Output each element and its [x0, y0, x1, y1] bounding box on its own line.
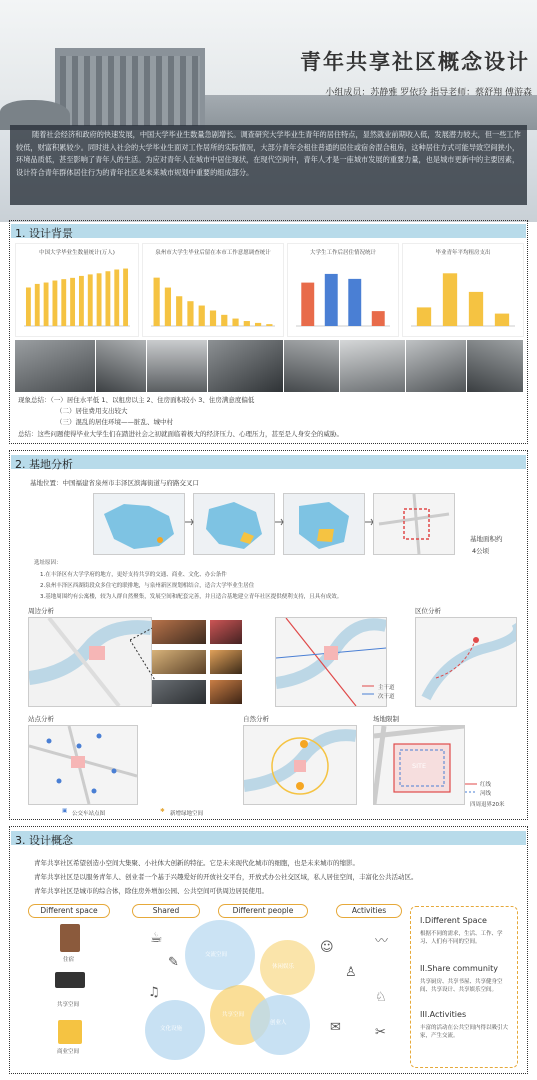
bar [210, 311, 216, 327]
bar [232, 319, 238, 326]
bar [187, 301, 193, 326]
bar [26, 287, 31, 326]
walk-icon: ♙ [345, 965, 357, 980]
bar [97, 273, 102, 326]
page-title: 青年共享社区概念设计 [300, 50, 530, 74]
bubble-label-culture: 文化设施 [160, 1026, 183, 1032]
bar [372, 311, 385, 326]
building-windows [60, 56, 200, 126]
table-icon [55, 972, 85, 988]
photo-6 [340, 340, 405, 392]
section-header [11, 224, 526, 238]
photo-5 [284, 340, 339, 392]
icon-label-shared: 共享空间 [57, 1002, 80, 1008]
photo-4 [208, 340, 283, 392]
site-label: 场地限制 [373, 715, 399, 723]
concept-line-2: 青年共享社区是以服务青年人、创业者一个基于兴趣爱好的开放社交平台，开放式办公社交区域，私人居住空间，丰富化公共活动区。 [34, 873, 418, 881]
bar [105, 271, 110, 326]
section-title-text: 设计概念 [29, 834, 73, 847]
surrounding-photo-1 [152, 620, 206, 644]
chart-rent [402, 243, 524, 337]
map-location [415, 617, 517, 707]
icon-label-commercial: 商业空间 [57, 1049, 80, 1055]
bar [266, 324, 272, 326]
photo-2 [96, 340, 146, 392]
surrounding-photo-4 [210, 650, 242, 674]
chart-title: 大学生工作后居住情况统计 [309, 250, 376, 256]
point-1-title: I.Different Space [420, 916, 487, 925]
bar [70, 278, 75, 326]
green-legend: 新增绿地空间 [170, 811, 204, 817]
photo-8 [467, 340, 523, 392]
section-number: 3. [15, 834, 26, 847]
tag-activities: Activities [336, 904, 402, 918]
green-icon: ✱ [160, 808, 165, 814]
book-icon: ✎ [168, 955, 179, 970]
shop-icon [58, 1020, 82, 1044]
photo-3 [147, 340, 207, 392]
chart-title: 毕业青年平均租房支出 [435, 250, 491, 256]
station-map [29, 726, 137, 804]
bar [244, 321, 250, 326]
surrounding-photo-6 [210, 680, 242, 704]
concept-line-3: 青年共享社区是城市的综合体，除住房外增加公园、公共空间可供周边居民使用。 [34, 887, 268, 895]
chart-title: 中国大学毕业生数量统计(万人) [39, 250, 115, 256]
nature-label: 自然分析 [243, 715, 269, 723]
intro-paragraph: 随着社会经济和政府的快速发展，中国大学毕业生数量急剧增长。调查研究大学毕业生青年的居住特点，显然就业前期收入低，发展潜力较大，但一些工作较低，财富积累较少。同时进入社会的大学毕业生面对工作居所的实际情况，大部分青年会租住普通的居住或宿舍混合租房，这种居住方式可能导致空间狭小，环境品质低，甚至影响了青年人的生活。为应对青年人在城市中居住现状，在现代空间中，青年人才是一座城市发展的重要力量，也是城市更新中的主要因素，设计符合青年群体居住行为的青年社区是未来城市规划中重要的组成部分。 [10, 125, 527, 205]
coffee-icon: ☕ [150, 930, 163, 946]
bar [301, 283, 314, 326]
bar [44, 283, 49, 326]
bar [199, 306, 205, 326]
bar [88, 274, 93, 326]
food-icon: ✂ [375, 1025, 386, 1040]
reason-3: 3.基地周围约有公寓楼，较为人群自然聚集，发展空间和配套完善，并且适合基地建立青年社区提供便利支持，且具有成效。 [40, 594, 343, 600]
china-outline-icon [94, 494, 184, 554]
bar-chart-graduates [16, 258, 138, 334]
bar [61, 279, 66, 326]
map-site [373, 493, 455, 555]
chart-housing [287, 243, 399, 337]
legend-main-road: 主干道 [378, 685, 395, 691]
bar [443, 273, 457, 326]
section-title-text: 设计背景 [29, 227, 73, 240]
bubble-label-leisure: 休闲娱乐 [272, 964, 295, 970]
point-2-text: 共享厨房、共享书屋、共享健身空间、共享设计、共享娱乐空间。 [420, 979, 503, 993]
bar [495, 314, 509, 326]
bus-icon: ▣ [62, 808, 68, 814]
bar [221, 315, 227, 326]
point-3-title: III.Activities [420, 1010, 467, 1019]
chat-icon: ✉ [330, 1020, 341, 1035]
music-icon: ♫ [148, 985, 160, 1000]
bar [154, 278, 160, 326]
photo-7 [406, 340, 466, 392]
bar [114, 270, 119, 326]
swim-icon: 〰 [375, 934, 389, 949]
run-icon: ♘ [375, 990, 387, 1005]
photo-1 [15, 340, 95, 392]
location-analysis-label: 区位分析 [415, 607, 441, 615]
bar [123, 269, 128, 326]
site-text: SITE [412, 762, 427, 770]
site-outline-icon [374, 494, 454, 554]
section-title [15, 832, 73, 848]
bubble-label-entrepreneur: 创业人 [270, 1020, 287, 1026]
bar [255, 323, 261, 326]
surrounding-photo-2 [210, 620, 242, 644]
chart-title: 泉州市大学生毕业后留在本市工作意愿调查统计 [155, 250, 271, 256]
team-members: 小组成员：苏静雅 罗依玲 指导老师：蔡舒翔 傅游森 [325, 88, 532, 98]
site-location: 基地位置：中国福建省泉州市丰泽区滨海街道与府路交叉口 [30, 479, 199, 487]
site-area-label: 基地面积约 [470, 535, 503, 543]
bar-chart-rent [403, 258, 523, 334]
site-area-value: 4公顷 [472, 547, 490, 555]
bar [325, 274, 338, 326]
bus-legend: 公交车站点图 [72, 811, 106, 817]
bar-chart-housing [288, 258, 398, 334]
station-label: 站点分析 [28, 715, 54, 723]
surrounding-photo-5 [152, 680, 206, 704]
concept-line-1: 青年共享社区希望创造小空间大集聚、小社体大创新的特征。它是未来现代化城市的细胞，也是未来城市的缩影。 [34, 859, 359, 867]
bar [348, 279, 361, 326]
legend-secondary-road: 次干道 [378, 694, 395, 700]
point-2-title: II.Share community [420, 964, 499, 973]
people-icon: ☺ [320, 940, 334, 955]
tag-different-people: Different people [218, 904, 308, 918]
legend-setback: 四周退界20米 [470, 802, 505, 808]
chart-willingness [142, 243, 284, 337]
summary-line-4: 总结：这些问题使得毕业大学生们在踏进社会之初就面临着极大的经济压力、心理压力，甚至是人身安全的威胁。 [18, 430, 343, 438]
surroundings-label: 周边分析 [28, 607, 54, 615]
chart-graduates [15, 243, 139, 337]
map-china [93, 493, 185, 555]
bar [417, 307, 431, 326]
tag-different-space: Different space [28, 904, 110, 918]
zoom-arrows [183, 515, 373, 530]
nature-map [244, 726, 356, 804]
location-map [416, 618, 516, 706]
section-title-text: 基地分析 [29, 458, 73, 471]
reason-2: 2.泉州丰泽区西湖街段众多住宅的联排地，与泉州新区规划相结合，适合大学毕业生居住 [40, 583, 255, 589]
bar [176, 296, 182, 326]
bubble-label-shared: 共享空间 [222, 1012, 245, 1018]
tag-shared: Shared [132, 904, 200, 918]
map-nature [243, 725, 357, 805]
bar [79, 276, 84, 326]
section-number: 2. [15, 458, 26, 471]
road-legend [362, 682, 376, 698]
section-title [15, 456, 73, 472]
summary-line-2: （二）居住费用支出较大 [56, 407, 128, 415]
section-number: 1. [15, 227, 26, 240]
surrounding-photo-3 [152, 650, 206, 674]
bar [35, 284, 40, 326]
bar [165, 288, 171, 326]
bar [52, 281, 57, 326]
bar [469, 292, 483, 326]
legend-red-line: 红线 [480, 782, 492, 788]
summary-line-1: 现象总结：（一）居住水平低 1、以租房以主 2、住房面积较小 3、住房满意度偏低 [18, 396, 255, 404]
point-3-text: 丰富的活动在公共空间内得以吸引大家，产生交流。 [420, 1025, 509, 1039]
summary-line-3: （三）混乱的居住环境——脏乱、城中村 [56, 418, 173, 426]
bubble-label-exchange: 交流空间 [205, 952, 228, 958]
section-title [15, 225, 73, 241]
icon-label-lodging: 住宿 [63, 957, 75, 963]
site-legend [465, 780, 479, 796]
bar-chart-willingness [143, 258, 283, 334]
section-header [11, 831, 526, 845]
legend-blue-line: 河线 [480, 791, 492, 797]
point-1-text: 根据不同的需求，生活、工作、学习、人们有不同的空间。 [420, 931, 503, 945]
reasons-title: 选址原因： [34, 560, 62, 566]
map-site-constraint [373, 725, 465, 805]
reason-1: 1.在丰泽区有大学学府的地方，更好支持共享的交通、商业、文化、办公条件 [40, 572, 227, 578]
map-station [28, 725, 138, 805]
building-icon [60, 924, 80, 952]
section-header [11, 455, 526, 469]
